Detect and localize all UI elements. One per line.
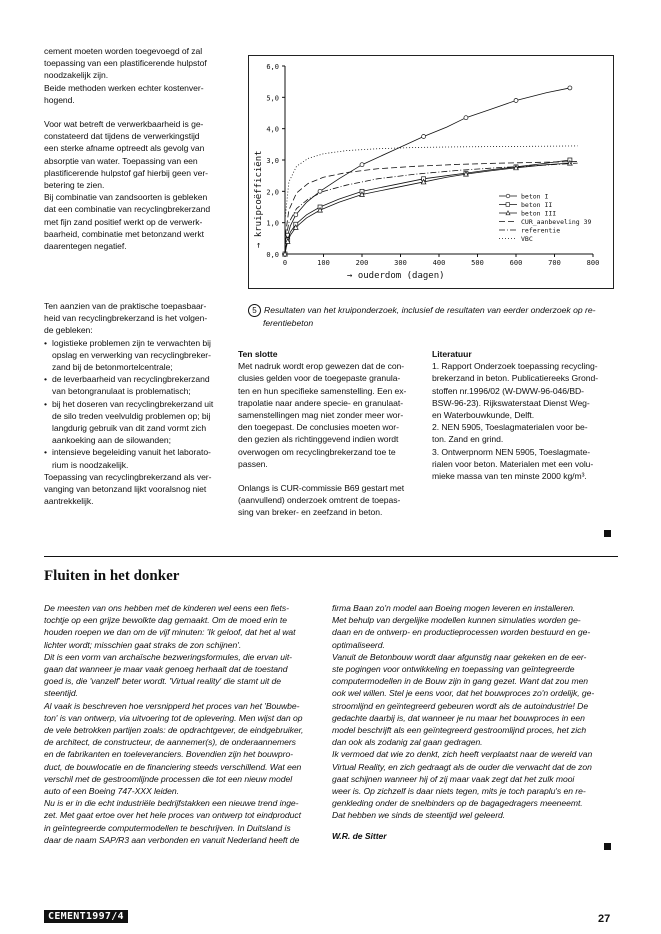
- bullet-item: [44, 337, 244, 374]
- col1-top-line: Bij combinatie van zandsoorten is gebleken: [44, 192, 208, 203]
- end-square-2: [604, 843, 611, 850]
- caption-line-2: ferentiebeton: [263, 318, 314, 328]
- article-right-line: model beschrijft als een geïntegreerd gestroomlijnd proces, het zich: [332, 725, 587, 736]
- col1-intro-line: heid van recyclingbrekerzand is het volgen-: [44, 313, 208, 324]
- article-title: Fluiten in het donker: [44, 568, 180, 584]
- col1-top-line: absorptie van water. Toepassing van een: [44, 155, 198, 166]
- legend-marker: [506, 203, 510, 207]
- x-tick-label: 500: [471, 259, 484, 267]
- section-rule: [44, 556, 618, 557]
- col1-outro-line: Toepassing van recyclingbrekerzand als ver-: [44, 471, 212, 482]
- x-tick-label: 300: [394, 259, 407, 267]
- x-tick-label: 200: [355, 259, 369, 267]
- article-right-body: [332, 602, 618, 822]
- legend-label: referentie: [521, 226, 561, 235]
- ten-slotte-line: Onlangs is CUR-commissie B69 gestart met: [238, 483, 405, 494]
- article-right-line: dan ook als zodanig zal gaan gedragen.: [332, 737, 483, 748]
- col1-top-line: plastificerende hulpstof gaf hierbij geen ver-: [44, 167, 208, 178]
- data-point: [514, 98, 518, 102]
- article-left-line: zet. Met gaat ertoe over het hele proces van ontwerp tot eindproduct: [44, 810, 301, 821]
- bullet-line: langdurig gebruik van dit zand vormt zich: [52, 423, 207, 434]
- col1-outro-line: aantrekkelijk.: [44, 496, 94, 507]
- literatuur-line: 3. Ontwerpnorm NEN 5905, Toeslagmate-: [432, 446, 591, 457]
- article-right-column: [332, 602, 618, 842]
- bullet-line: zand bij de betonmortelcentrale;: [52, 362, 173, 373]
- article-left-line: duct, de bouwlocatie en de financiering steeds verschillend. Wat een: [44, 761, 302, 772]
- col1-intro-line: de gebleken:: [44, 325, 93, 336]
- article-right-line: Virtual Reality, en zich gedraagt als de ouder die verwacht dat de zon: [332, 761, 592, 772]
- bullet-line: aankoeking aan de silowanden;: [52, 435, 171, 446]
- col1-top-line: dat een combinatie van recyclingbrekerzand: [44, 204, 211, 215]
- bullet-line: rium is noodzakelijk.: [52, 459, 129, 470]
- ten-slotte-line: den toegepast. De conclusies moeten wor-: [238, 422, 399, 433]
- ten-slotte-line: samenstellingen mag niet zonder meer wor-: [238, 410, 404, 421]
- article-left-line: Al vaak is beschreven hoe versnipperd het proces van het 'Bouwbe-: [44, 700, 300, 711]
- bullet-line: de silo treden veelvuldig problemen op; bij: [52, 410, 211, 421]
- ten-slotte-body: [238, 360, 422, 518]
- page-number: 27: [598, 913, 611, 925]
- y-tick-label: 4,0: [266, 125, 279, 134]
- article-right-line: Met behulp van dergelijke modellen kunnen simulaties worden ge-: [332, 615, 581, 626]
- ten-slotte-line: Met nadruk wordt erop gewezen dat de con-: [238, 361, 405, 372]
- article-right-line: ste pogingen voor ontwikkeling en toepassing van geïntegreerde: [332, 664, 575, 675]
- y-tick-label: 2,0: [266, 188, 279, 197]
- legend-label: beton I: [521, 192, 549, 201]
- literatuur-body: [432, 360, 617, 482]
- x-tick-label: 800: [586, 259, 600, 267]
- article-left-line: daar de naam SAP/R3 aan verbonden en vanuit Nederland heeft de: [44, 834, 300, 845]
- literatuur-line: ton. Zand en grind.: [432, 434, 504, 445]
- ten-slotte-line: den gezien als richtinggevend indien wordt: [238, 434, 399, 445]
- data-point: [360, 163, 364, 167]
- article-right-line: weer is. Op zichzelf is daar niets tegen, mits je toch paraplu's en re-: [332, 786, 586, 797]
- bullet-line: • de leverbaarheid van recyclingbrekerzand: [52, 374, 210, 385]
- y-tick-label: 5,0: [266, 94, 279, 103]
- bullet-list: [44, 337, 244, 471]
- article-left-line: de architect, de constructeur, de aannemer(s), de onderaannemers: [44, 737, 296, 748]
- column1-mid-text: [44, 300, 244, 507]
- literatuur-line: 2. NEN 5905, Toeslagmaterialen voor be-: [432, 422, 588, 433]
- data-point: [422, 135, 426, 139]
- ten-slotte-line: sing van breker- en zeefzand in beton.: [238, 507, 383, 518]
- article-left-line: gaan dat wanneer je maar vaak genoeg herhaalt dat de toestand: [44, 664, 288, 675]
- literatuur-line: 1. Rapport Onderzoek toepassing recycling-: [432, 361, 598, 372]
- x-tick-label: 400: [432, 259, 446, 267]
- data-point: [568, 86, 572, 90]
- article-left-line: tochtje op een grijze bewolkte dag gemaakt. Om de moed erin te: [44, 615, 287, 626]
- creep-chart-svg: [249, 56, 613, 288]
- literatuur-heading: Literatuur: [432, 349, 472, 359]
- ten-slotte-line: trapolatie naar andere specie- en granulaat-: [238, 397, 404, 408]
- column1-top-text: [44, 45, 244, 252]
- x-axis-label: → ouderdom (dagen): [347, 271, 445, 281]
- article-right-line: genkleding onder de snelbinders op de bagagedragers meeneemt.: [332, 798, 583, 809]
- x-tick-label: 100: [317, 259, 330, 267]
- col1-top-line: een sterke afname optreedt als gevolg van: [44, 143, 205, 154]
- col1-outro-line: vanging van betonzand lijkt vooralsnog niet: [44, 484, 207, 495]
- article-right-line: stroomlijnd en geïntegreerd gebeuren wordt als de autoindustrie! De: [332, 700, 589, 711]
- article-right-line: gedachte daarbij is, dat wanneer je nu maar het bouwproces in een: [332, 712, 585, 723]
- legend-label: VBC: [521, 235, 533, 243]
- article-author: W.R. de Sitter: [332, 830, 387, 841]
- article-left-line: de vele betrokken partijen zoals: de opdrachtgever, de eindgebruiker,: [44, 725, 304, 736]
- literatuur-line: brekerzand in beton. Publicatiereeks Grond-: [432, 373, 598, 384]
- literatuur-section: [432, 348, 617, 482]
- article-left-line: lichter wordt; misschien gaat straks de zon schijnen'.: [44, 639, 242, 650]
- bullet-line: • intensieve begeleiding vanuit het laborato-: [52, 447, 211, 458]
- footer-issue: [44, 906, 128, 924]
- legend-label: CUR_aanbeveling 39: [521, 218, 592, 226]
- article-right-line: Vanuit de Betonbouw wordt daar afgunstig naar gekeken en de eer-: [332, 651, 587, 662]
- article-right-line: firma Baan zo'n model aan Boeing mogen leveren en installeren.: [332, 603, 576, 613]
- article-right-line: daan en de ontwerp- en productieprocessen worden bestuurd en ge-: [332, 627, 591, 638]
- legend-label: beton III: [521, 209, 557, 218]
- article-left-line: ton' is van ontwerp, via uitvoering tot de oplevering. Men wijst dan op: [44, 712, 303, 723]
- ten-slotte-line: overwogen om recyclingbrekerzand toe te: [238, 446, 396, 457]
- col1-top-line: met fijn zand positief werkt op de verwerk-: [44, 216, 203, 227]
- col1-top-line: toepassing van een plastificerende hulpstof: [44, 58, 207, 69]
- article-right-line: optimaliseerd.: [332, 639, 385, 650]
- article-left-line: in geïntegreerde computermodellen te beschrijven. In Duitsland is: [44, 822, 291, 833]
- article-left-line: Dit is een vorm van archaïsche bezweringsformules, die ervan uit-: [44, 651, 292, 662]
- footer-issue-label: CEMENT1997/4: [44, 910, 128, 923]
- col1-top-line: betering te zien.: [44, 180, 105, 191]
- y-tick-label: 0,0: [266, 251, 279, 259]
- article-right-line: Dat hebben we sinds de steentijd wel geleerd.: [332, 810, 506, 821]
- article-right-line: computermodellen in de Bouw zijn in gang gezet. Want dat zou men: [332, 676, 589, 687]
- col1-top-line: constateerd dat tijdens de verwerkingstijd: [44, 131, 200, 142]
- caption-line-1: Resultaten van het kruiponderzoek, inclusief de resultaten van eerder onderzoek op re-: [264, 305, 596, 315]
- literatuur-line: stoffen nr.1996/02 (W-DWW-96-046/BD-: [432, 385, 584, 396]
- article-left-column: [44, 602, 329, 846]
- x-tick-label: 600: [509, 259, 523, 267]
- ten-slotte-line: passen.: [238, 458, 268, 469]
- article-right-line: Ik vermoed dat wie zo denkt, zich heeft verplaatst naar de wereld van: [332, 749, 593, 760]
- bullet-line: opslag en verwerking van recyclingbreker-: [52, 349, 211, 360]
- ten-slotte-line: (aanvullend) onderzoek omtrent de toepas-: [238, 495, 401, 506]
- ten-slotte-heading: Ten slotte: [238, 349, 278, 359]
- article-left-line: houden roepen we dan om de vijf minuten: 'Ik geloof, dat het al wat: [44, 627, 296, 638]
- y-tick-label: 3,0: [266, 157, 279, 165]
- data-point: [294, 213, 298, 217]
- caption-number: 5: [248, 304, 261, 317]
- x-tick-label: 700: [548, 259, 561, 267]
- col1-top-line: baarheid, combinatie met betonzand werkt: [44, 228, 204, 239]
- creep-chart: [248, 55, 614, 289]
- bullet-item: [44, 398, 244, 447]
- bullet-line: • logistieke problemen zijn te verwachten bij: [52, 337, 211, 348]
- bullet-line: van betongranulaat is problematisch;: [52, 386, 191, 397]
- article-right-line: ook wel willen. Stel je eens voor, dat het bouwproces zo'n ordelijk, ge-: [332, 688, 595, 699]
- bullet-line: • bij het doseren van recyclingbrekerzand uit: [52, 398, 214, 409]
- article-left-line: De meesten van ons hebben met de kinderen wel eens een fiets-: [44, 603, 289, 613]
- ten-slotte-line: ten en hun specifieke samenstelling. Een ex-: [238, 385, 407, 396]
- article-left-line: goed is, die 'vanzelf' beter wordt. 'Virtual reality' die stamt uit de: [44, 676, 281, 687]
- col1-top-line: daarentegen negatief.: [44, 241, 127, 252]
- literatuur-line: rialen voor beton. Materialen met een volu-: [432, 458, 594, 469]
- data-point: [464, 116, 468, 120]
- col1-intro-line: Ten aanzien van de praktische toepasbaar-: [44, 301, 207, 311]
- article-left-line: verschil met de gestroomlijnde processen die tot een nieuw model: [44, 773, 293, 784]
- x-tick-label: 0: [282, 259, 288, 267]
- article-right-line: gaat schijnen wanneer hij of zij maar vaak zegt dat het zulk mooi: [332, 773, 575, 784]
- y-tick-label: 6,0: [266, 63, 279, 71]
- y-axis-label: → kruipcoëfficiënt: [254, 150, 264, 248]
- col1-top-line: Voor wat betreft de verwerkbaarheid is ge-: [44, 119, 204, 130]
- ten-slotte-gap: [238, 470, 422, 482]
- ten-slotte-section: [238, 348, 422, 519]
- article-left-line: steentijd.: [44, 688, 78, 699]
- ten-slotte-line: clusies gelden voor de toegepaste granula-: [238, 373, 401, 384]
- legend-marker: [506, 194, 510, 198]
- literatuur-line: mieke massa van ten minste 2000 kg/m³.: [432, 471, 587, 482]
- legend-label: beton II: [521, 201, 553, 209]
- end-square-1: [604, 530, 611, 537]
- col1-top-line: hogend.: [44, 94, 75, 105]
- figure-caption: [248, 304, 618, 329]
- bullet-item: [44, 446, 244, 470]
- article-left-line: auto of een Boeing 747-XXX leiden.: [44, 786, 179, 797]
- col1-top-gap: [44, 106, 244, 118]
- y-tick-label: 1,0: [266, 219, 279, 228]
- col1-top-line: noodzakelijk zijn.: [44, 70, 109, 81]
- literatuur-line: en Waterbouwkunde, Delft.: [432, 410, 535, 421]
- col1-top-line: cement moeten worden toegevoegd of zal: [44, 46, 203, 56]
- bullet-item: [44, 373, 244, 397]
- literatuur-line: BSW-96-23). Rijkswaterstaat Dienst Weg-: [432, 397, 590, 408]
- col1-top-line: Beide methoden werken echter kostenver-: [44, 82, 204, 93]
- article-left-line: Nu is er in die echt industriële bedrijfstakken een nieuwe trend inge-: [44, 798, 299, 809]
- article-left-line: en de fabrikanten en toeleveranciers. Bovendien zijn het bouwpro-: [44, 749, 293, 760]
